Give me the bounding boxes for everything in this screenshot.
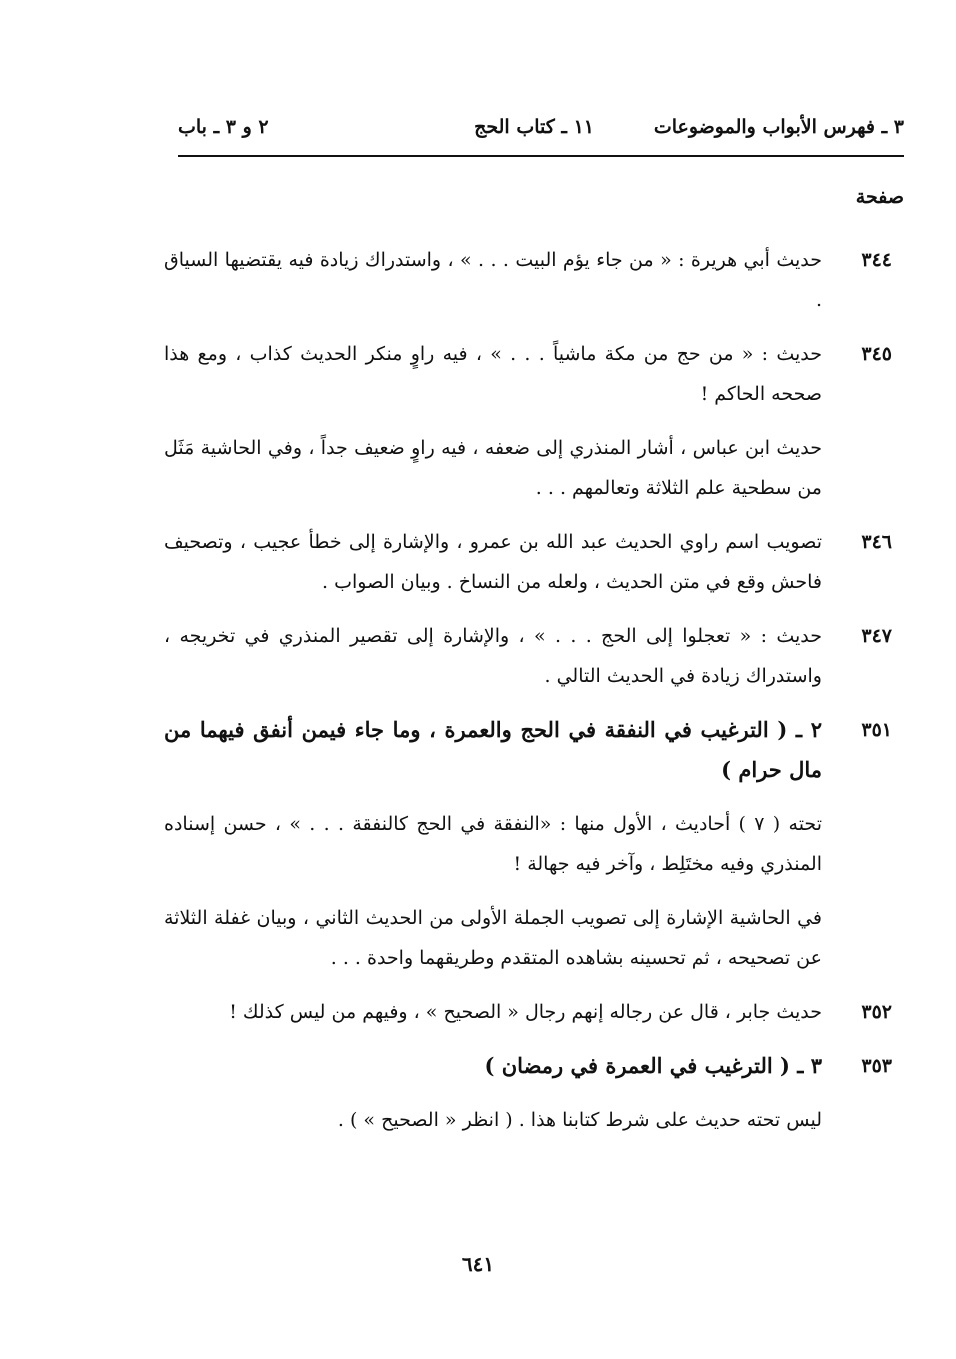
- entry-page-number: ٣٥٢: [861, 1001, 892, 1023]
- header-divider: [178, 155, 904, 157]
- index-entry: [164, 616, 904, 696]
- running-header: [178, 112, 904, 146]
- entry-page-number: ٣٤٦: [861, 531, 892, 553]
- entry-continuation: تحته ( ٧ ) أحاديث ، الأول منها : «النفقة في الحج كالنفقة . . . » ، حسن إسناده المنذري وفيه مختَلِط ، وآخر فيه جهالة !: [164, 813, 822, 875]
- chapter-heading-entry: [164, 710, 904, 790]
- page-column-label: صفحة: [855, 186, 904, 208]
- index-entry: [164, 992, 904, 1032]
- header-book-title: ١١ ـ كتاب الحج: [474, 116, 594, 138]
- entry-page-number: ٣٥٣: [861, 1055, 892, 1077]
- entry-text: حديث أبي هريرة : « من جاء يؤم البيت . . . » ، واستدراك زيادة فيه يقتضيها السياق .: [164, 249, 822, 311]
- entry-continuation: حديث ابن عباس ، أشار المنذري إلى ضعفه ، فيه راوٍ ضعيف جداً ، وفي الحاشية مَثَل من سطحية علم الثلاثة وتعالمهم . . .: [164, 437, 822, 499]
- entry-page-number: ٣٤٧: [861, 625, 892, 647]
- header-index-title: ٣ ـ فهرس الأبواب والموضوعات: [653, 116, 904, 138]
- entry-text: حديث : « تعجلوا إلى الحج . . . » ، والإشارة إلى تقصير المنذري في تخريجه ، واستدراك زيادة في الحديث التالي .: [164, 625, 822, 687]
- entry-text: تصويب اسم راوي الحديث عبد الله بن عمرو ، والإشارة إلى خطأ عجيب ، وتصحيف فاحش وقع في متن الحديث ، ولعله من النساخ . وبيان الصواب .: [164, 531, 822, 593]
- entry-text: حديث : « من حج من مكة ماشياً . . . » ، فيه راوٍ منكر الحديث كذاب ، ومع هذا صححه الحاكم !: [164, 343, 822, 405]
- chapter-heading: ٣ ـ ( الترغيب في العمرة في رمضان ): [484, 1053, 822, 1078]
- entry-continuation: في الحاشية الإشارة إلى تصويب الجملة الأولى من الحديث الثاني ، وبيان غفلة الثلاثة عن تصحيحه ، ثم تحسينه بشاهده المتقدم وطريقهما واحدة . . .: [164, 907, 822, 969]
- chapter-heading: ٢ ـ ( الترغيب في النفقة في الحج والعمرة ، وما جاء فيمن أنفق فيهما من مال حرام ): [164, 717, 822, 782]
- entry-page-number: ٣٥١: [861, 719, 892, 741]
- index-entry: [164, 240, 904, 320]
- index-entry: [164, 334, 904, 414]
- entry-text: حديث جابر ، قال عن رجاله إنهم رجال « الصحيح » ، وفيهم من ليس كذلك !: [229, 1001, 822, 1023]
- page-number: ٦٤١: [461, 1252, 495, 1276]
- entry-page-number: ٣٤٤: [861, 249, 892, 271]
- index-entries: [164, 240, 904, 1154]
- index-entry: [164, 522, 904, 602]
- header-chapter-range: ٢ و ٣ ـ باب: [178, 116, 269, 138]
- entry-page-number: ٣٤٥: [861, 343, 892, 365]
- entry-continuation: ليس تحته حديث على شرط كتابنا هذا . ( انظر « الصحيح » ) .: [337, 1109, 822, 1131]
- chapter-heading-entry: [164, 1046, 904, 1086]
